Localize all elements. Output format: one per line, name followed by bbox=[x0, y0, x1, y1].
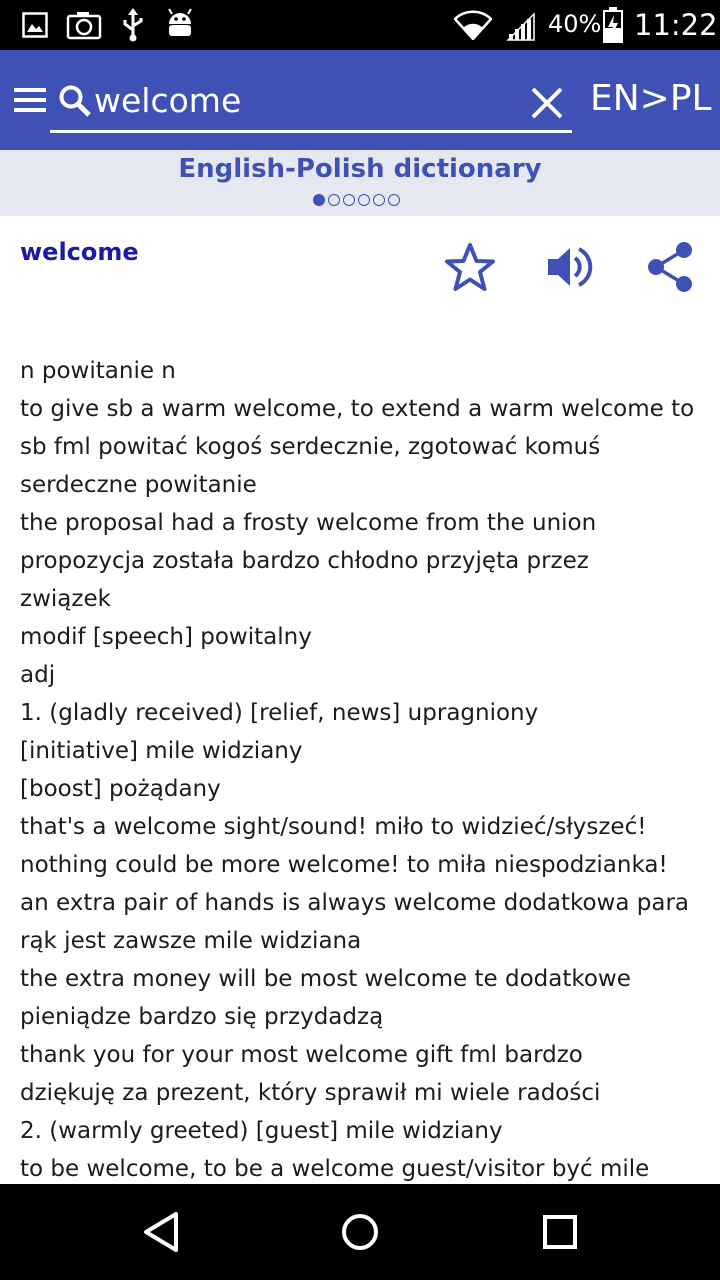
status-bar bbox=[0, 0, 720, 50]
battery-icon bbox=[602, 6, 624, 44]
battery-percentage: 40% bbox=[548, 10, 602, 38]
definition-line: 2. (warmly greeted) [guest] mile widziany bbox=[20, 1118, 503, 1144]
definition-line: związek bbox=[20, 586, 111, 612]
entry-definition bbox=[20, 352, 710, 1188]
system-nav-bar bbox=[0, 1184, 720, 1280]
definition-line: dziękuję za prezent, który sprawił mi wiele radości bbox=[20, 1080, 601, 1106]
page-dot bbox=[313, 194, 325, 206]
definition-line: nothing could be more welcome! to miła niespodzianka! bbox=[20, 852, 668, 878]
clock: 11:22 bbox=[634, 8, 718, 42]
page-dot bbox=[373, 194, 385, 206]
dictionary-header[interactable] bbox=[0, 150, 720, 216]
definition-line: thank you for your most welcome gift fml bardzo bbox=[20, 1042, 583, 1068]
definition-line: rąk jest zawsze mile widziana bbox=[20, 928, 362, 954]
definition-line: an extra pair of hands is always welcome dodatkowa para bbox=[20, 890, 690, 916]
usb-icon bbox=[120, 8, 146, 42]
search-field[interactable] bbox=[50, 72, 572, 133]
definition-line: modif [speech] powitalny bbox=[20, 624, 312, 650]
search-icon bbox=[58, 84, 92, 118]
hamburger-menu-icon[interactable] bbox=[14, 85, 46, 115]
definition-line: the proposal had a frosty welcome from the union bbox=[20, 510, 597, 536]
search-input[interactable] bbox=[94, 78, 514, 122]
definition-line: that's a welcome sight/sound! miło to widzieć/słyszeć! bbox=[20, 814, 647, 840]
definition-line: [initiative] mile widziany bbox=[20, 738, 303, 764]
clear-search-icon[interactable] bbox=[530, 86, 564, 120]
definition-line: adj bbox=[20, 662, 56, 688]
page-dot bbox=[358, 194, 370, 206]
home-circle-icon[interactable] bbox=[340, 1212, 380, 1252]
definition-line: to be welcome, to be a welcome guest/visitor być mile bbox=[20, 1156, 650, 1182]
back-triangle-icon[interactable] bbox=[140, 1210, 182, 1254]
image-icon bbox=[22, 12, 48, 38]
android-icon bbox=[166, 8, 194, 40]
definition-line: n powitanie n bbox=[20, 358, 176, 384]
page-dot bbox=[388, 194, 400, 206]
language-direction-toggle[interactable]: EN>PL bbox=[590, 78, 712, 119]
definition-line: propozycja została bardzo chłodno przyjęta przez bbox=[20, 548, 589, 574]
share-icon[interactable] bbox=[644, 240, 696, 294]
definition-line: serdeczne powitanie bbox=[20, 472, 257, 498]
dictionary-title: English-Polish dictionary bbox=[178, 154, 542, 184]
definition-line: sb fml powitać kogoś serdecznie, zgotować komuś bbox=[20, 434, 601, 460]
wifi-icon bbox=[454, 10, 492, 40]
favorite-star-icon[interactable] bbox=[444, 242, 496, 292]
speaker-icon[interactable] bbox=[544, 242, 596, 292]
definition-line: to give sb a warm welcome, to extend a warm welcome to bbox=[20, 396, 695, 422]
page-indicator bbox=[313, 194, 400, 210]
app-bar bbox=[0, 50, 720, 150]
recents-square-icon[interactable] bbox=[542, 1214, 578, 1250]
signal-icon bbox=[506, 12, 536, 42]
definition-line: pieniądze bardzo się przydadzą bbox=[20, 1004, 384, 1030]
definition-line: [boost] pożądany bbox=[20, 776, 221, 802]
page-dot bbox=[343, 194, 355, 206]
page-dot bbox=[328, 194, 340, 206]
headword: welcome bbox=[20, 238, 139, 266]
definition-line: 1. (gladly received) [relief, news] upragniony bbox=[20, 700, 539, 726]
definition-line: the extra money will be most welcome te dodatkowe bbox=[20, 966, 631, 992]
camera-icon bbox=[66, 10, 102, 40]
